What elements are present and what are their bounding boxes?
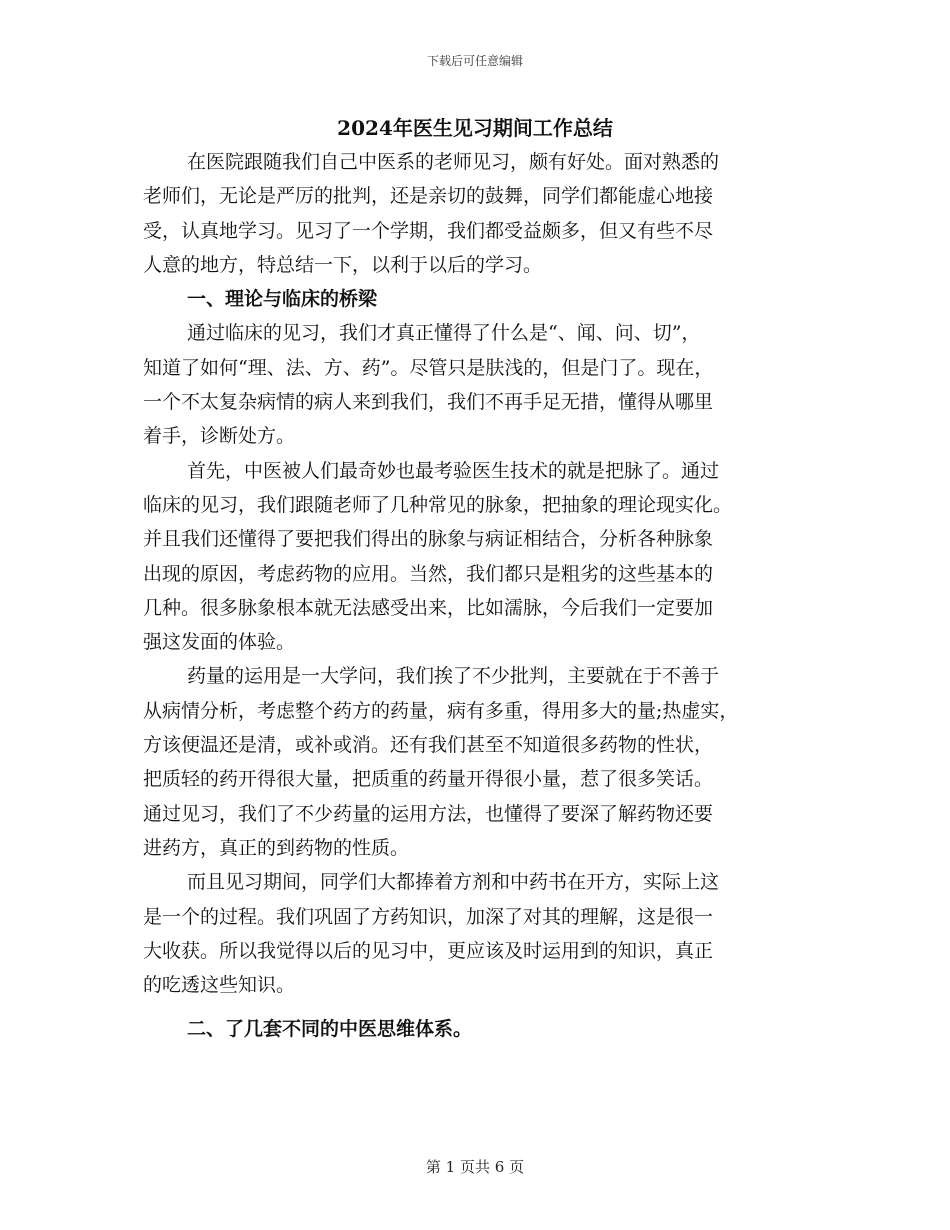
paragraph-line: 首先，中医被人们最奇妙也最考验医生技术的就是把脉了。通过	[187, 459, 720, 482]
paragraph	[143, 659, 811, 865]
paragraph-line: 在医院跟随我们自己中医系的老师见习，颇有好处。面对熟悉的	[187, 151, 720, 173]
paragraph	[143, 865, 811, 1002]
heading-text: 二、了几套不同的中医思维体系。	[187, 1018, 473, 1041]
paragraph-line: 人意的地方，特总结一下，以利于以后的学习。	[143, 253, 543, 276]
paragraph-line: 通过见习，我们了不少药量的运用方法，也懂得了要深了解药物还要	[143, 802, 714, 825]
section-heading	[143, 1012, 811, 1046]
paragraph-line: 药量的运用是一大学问，我们挨了不少批判，主要就在于不善于	[187, 665, 720, 688]
paragraph-line: 强这发面的体验。	[143, 631, 296, 654]
paragraph-line: 受，认真地学习。见习了一个学期，我们都受益颇多，但又有些不尽	[143, 219, 714, 242]
paragraph	[143, 145, 811, 282]
paragraph-line: 而且见习期间，同学们大都捧着方剂和中药书在开方，实际上这	[187, 871, 720, 894]
paragraph-line: 并且我们还懂得了要把我们得出的脉象与病证相结合，分析各种脉象	[143, 528, 714, 551]
paragraph-line: 方该便温还是清，或补或消。还有我们甚至不知道很多药物的性状，	[143, 734, 714, 757]
section-heading	[143, 282, 811, 316]
paragraph-line: 老师们，无论是严厉的批判，还是亲切的鼓舞，同学们都能虚心地接	[143, 185, 714, 208]
paragraph-line: 进药方，真正的到药物的性质。	[143, 836, 410, 859]
page-footer: 第 1 页共 6 页	[425, 1158, 525, 1176]
paragraph	[143, 316, 811, 453]
paragraph-line: 知道了如何“理、法、方、药”。尽管只是肤浅的，但是门了。现在，	[143, 356, 714, 379]
paragraph-line: 大收获。所以我觉得以后的见习中，更应该及时运用到的知识，真正	[143, 939, 714, 962]
paragraph-line: 从病情分析，考虑整个药方的药量，病有多重，得用多大的量;热虚实，	[143, 699, 739, 722]
paragraph-line: 临床的见习，我们跟随老师了几种常见的脉象，把抽象的理论现实化。	[143, 493, 733, 516]
paragraph-line: 着手，诊断处方。	[143, 425, 296, 448]
paragraph-line: 出现的原因，考虑药物的应用。当然，我们都只是粗劣的这些基本的	[143, 562, 714, 585]
paragraph-line: 一个不太复杂病情的病人来到我们，我们不再手足无措，懂得从哪里	[143, 391, 714, 414]
page-header: 下载后可任意编辑	[426, 54, 523, 68]
heading-text: 一、理论与临床的桥梁	[187, 288, 378, 311]
paragraph-line: 的吃透这些知识。	[143, 974, 296, 997]
document-title: 2024年医生见习期间工作总结	[337, 116, 613, 140]
paragraph	[143, 454, 811, 660]
document-body	[143, 145, 811, 1047]
paragraph-line: 几种。很多脉象根本就无法感受出来，比如濡脉，今后我们一定要加	[143, 596, 714, 619]
paragraph-line: 是一个的过程。我们巩固了方药知识，加深了对其的理解，这是很一	[143, 905, 714, 928]
paragraph-line: 把质轻的药开得很大量，把质重的药量开得很小量，惹了很多笑话。	[143, 768, 714, 791]
paragraph-line: 通过临床的见习，我们才真正懂得了什么是“、闻、问、切”，	[187, 322, 701, 345]
